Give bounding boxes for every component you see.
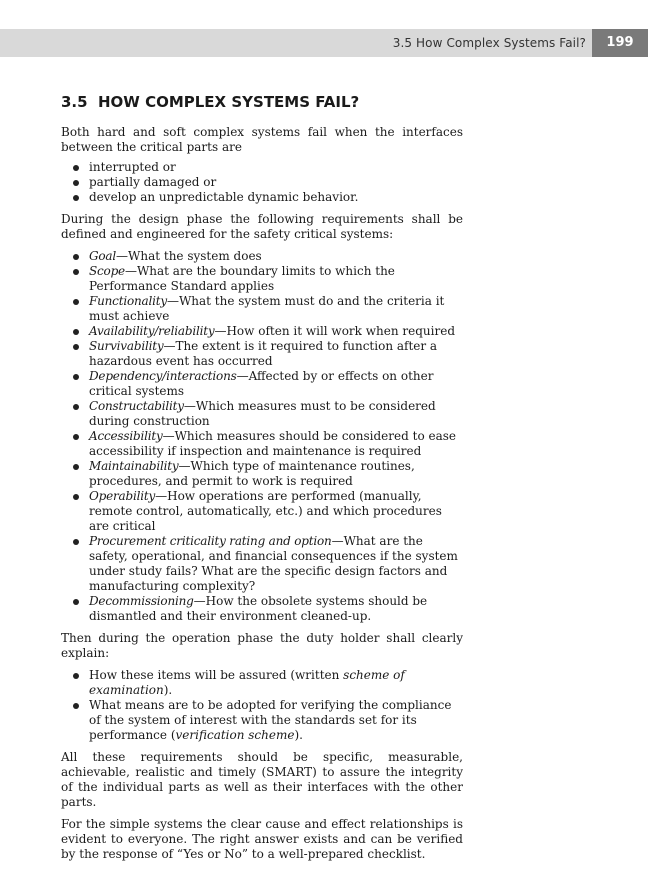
section-title: HOW COMPLEX SYSTEMS FAIL? (98, 93, 360, 111)
list-item (61, 339, 463, 369)
section-heading (61, 92, 463, 112)
paragraph-smart: All these requirements should be specific, measurable, achievable, realistic and timely (SMART) to assure the integrity of the individual parts as well as their interfaces with the other parts. (61, 750, 463, 809)
list-item: develop an unpredictable dynamic behavior. (61, 190, 463, 205)
term: Maintainability (89, 459, 179, 473)
term: Decommissioning (89, 594, 194, 608)
list-item (61, 264, 463, 294)
list-item (61, 594, 463, 624)
definition: —How often it will work when required (214, 324, 456, 338)
running-header-title: 3.5 How Complex Systems Fail? (392, 36, 586, 50)
term: Availability/reliability (89, 324, 215, 338)
definition: —Which type of maintenance routines, procedures, and permit to work is required (89, 459, 415, 488)
term: Accessibility (89, 429, 163, 443)
list-item (61, 324, 463, 339)
paragraph-intro: Both hard and soft complex systems fail when the interfaces between the critical parts are (61, 125, 463, 154)
list-item (61, 534, 463, 594)
emphasis: verification scheme (175, 728, 295, 742)
term: Operability (89, 489, 156, 503)
definition: —What are the boundary limits to which the Performance Standard applies (89, 264, 395, 293)
list-item (61, 369, 463, 399)
definition: —The extent is it required to function after a hazardous event has occurred (89, 339, 438, 368)
definition: —Affected by or effects on other critical systems (89, 369, 434, 398)
emphasis: scheme of examination (89, 668, 405, 697)
list-item (61, 249, 463, 264)
list-item (61, 459, 463, 489)
list-item: interrupted or (61, 160, 463, 175)
term: Dependency/interactions (89, 369, 237, 383)
paragraph-design-phase: During the design phase the following requirements shall be defined and engineered for the safety critical systems: (61, 212, 463, 241)
definition: —Which measures should be considered to ease accessibility if inspection and maintenance is required (89, 429, 456, 458)
term: Survivability (89, 339, 164, 353)
term: Goal (89, 249, 117, 263)
term: Functionality (89, 294, 167, 308)
page-body (61, 92, 463, 869)
running-header (0, 29, 648, 57)
duty-holder-list (61, 668, 463, 743)
failure-modes-list (61, 160, 463, 205)
paragraph-operation-phase: Then during the operation phase the duty holder shall clearly explain: (61, 631, 463, 660)
definition: —Which measures must to be considered during construction (89, 399, 436, 428)
definition: —What the system must do and the criteria it must achieve (89, 294, 445, 323)
list-item (61, 399, 463, 429)
list-item (61, 429, 463, 459)
paragraph-simple-systems: For the simple systems the clear cause and effect relationships is evident to everyone. The right answer exists and can be verified by the response of “Yes or No” to a well-prepared checklist. (61, 817, 463, 861)
definition: —What are the safety, operational, and financial consequences if the system under study fails? What are the specific design factors and manufacturing complexity? (89, 534, 458, 593)
page-number: 199 (592, 29, 648, 57)
list-item: partially damaged or (61, 175, 463, 190)
term: Procurement criticality rating and option (89, 534, 332, 548)
definition: —How the obsolete systems should be dismantled and their environment cleaned-up. (89, 594, 428, 623)
definition: —How operations are performed (manually, remote control, automatically, etc.) and which procedures are critical (89, 489, 442, 533)
section-number: 3.5 (61, 93, 88, 111)
requirements-list (61, 249, 463, 624)
list-item: How these items will be assured (written scheme of examination). (61, 668, 463, 698)
list-item (61, 294, 463, 324)
definition: —What the system does (116, 249, 262, 263)
list-item: What means are to be adopted for verifying the compliance of the system of interest with the standards set for its performance (verification scheme). (61, 698, 463, 743)
term: Constructability (89, 399, 184, 413)
term: Scope (89, 264, 125, 278)
list-item (61, 489, 463, 534)
